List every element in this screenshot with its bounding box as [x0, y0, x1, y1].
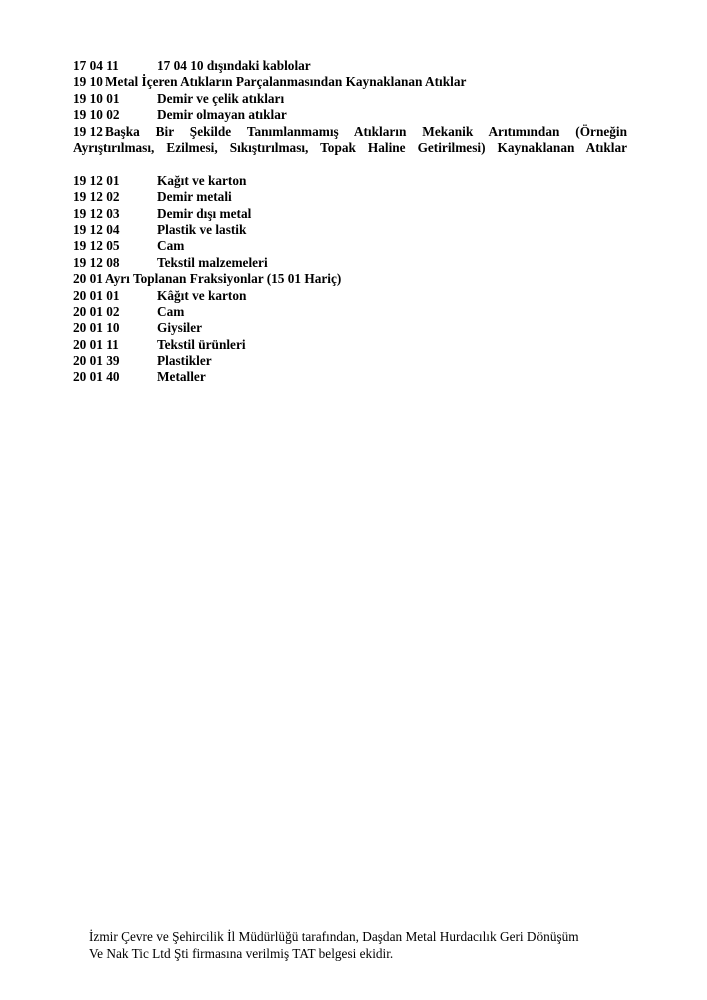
list-item: [73, 238, 627, 254]
group-heading: [73, 124, 627, 157]
blank-line: [73, 156, 627, 172]
waste-code: 19 12 01: [73, 172, 120, 188]
list-item: [73, 189, 627, 205]
group-code: 20 01: [73, 271, 103, 287]
list-item: [73, 337, 627, 353]
waste-label: Plastik ve lastik: [157, 221, 247, 237]
waste-code: 19 12 03: [73, 205, 120, 221]
group-label: Metal İçeren Atıkların Parçalanmasından Kaynaklanan Atıklar: [105, 74, 467, 90]
waste-label: Tekstil malzemeleri: [157, 254, 268, 270]
footer-line-1: İzmir Çevre ve Şehircilik İl Müdürlüğü tarafından, Daşdan Metal Hurdacılık Geri Dönüşüm: [89, 929, 579, 944]
list-item: [73, 222, 627, 238]
waste-label: Demir ve çelik atıkları: [157, 90, 285, 106]
waste-label: Cam: [157, 303, 185, 319]
group-code: 19 10: [73, 74, 103, 90]
waste-label: Cam: [157, 238, 185, 254]
waste-label: 17 04 10 dışındaki kablolar: [157, 58, 311, 73]
list-item: [73, 91, 627, 107]
waste-label: Demir olmayan atıklar: [157, 107, 287, 123]
waste-label: Plastikler: [157, 353, 212, 369]
group-heading: [73, 74, 627, 90]
waste-code: 20 01 40: [73, 369, 120, 385]
waste-code: 20 01 01: [73, 287, 120, 303]
waste-code: 19 10 01: [73, 90, 120, 106]
list-item: [73, 255, 627, 271]
waste-code: 19 12 02: [73, 189, 120, 205]
group-heading: [73, 271, 627, 287]
waste-label: Demir dışı metal: [157, 205, 252, 221]
list-item: [73, 369, 627, 385]
list-item: [73, 304, 627, 320]
list-item: [73, 320, 627, 336]
waste-code: 20 01 11: [73, 336, 119, 352]
list-item: [73, 288, 627, 304]
group-code: 19 12: [73, 123, 103, 139]
waste-code: 20 01 10: [73, 320, 120, 336]
waste-label: Kâğıt ve karton: [157, 287, 247, 303]
group-label-line2: Ayrıştırılması, Ezilmesi, Sıkıştırılması, Topak Haline Getirilmesi) Kaynaklanan Atıklar: [73, 139, 627, 155]
waste-code: 19 10 02: [73, 107, 120, 123]
list-item: [73, 206, 627, 222]
waste-code: 19 12 05: [73, 238, 120, 254]
waste-label: Demir metali: [157, 189, 232, 205]
list-item: [73, 107, 627, 123]
waste-code-list: [73, 58, 627, 386]
footer-note: [89, 928, 629, 962]
group-label: Ayrı Toplanan Fraksiyonlar (15 01 Hariç): [105, 271, 342, 287]
waste-label: Giysiler: [157, 320, 203, 336]
list-item: [73, 173, 627, 189]
waste-label: Kağıt ve karton: [157, 172, 247, 188]
list-item: [73, 353, 627, 369]
group-label-line1: Başka Bir Şekilde Tanımlanmamış Atıkların Mekanik Arıtımından (Örneğin: [105, 123, 627, 139]
list-item: [73, 58, 627, 74]
waste-code: 20 01 39: [73, 353, 120, 369]
footer-line-2: Ve Nak Tic Ltd Şti firmasına verilmiş TAT belgesi ekidir.: [89, 946, 394, 961]
waste-code: 17 04 11: [73, 58, 119, 73]
waste-code: 19 12 08: [73, 254, 120, 270]
waste-code: 19 12 04: [73, 221, 120, 237]
waste-label: Tekstil ürünleri: [157, 336, 246, 352]
waste-label: Metaller: [157, 369, 206, 385]
waste-code: 20 01 02: [73, 303, 120, 319]
